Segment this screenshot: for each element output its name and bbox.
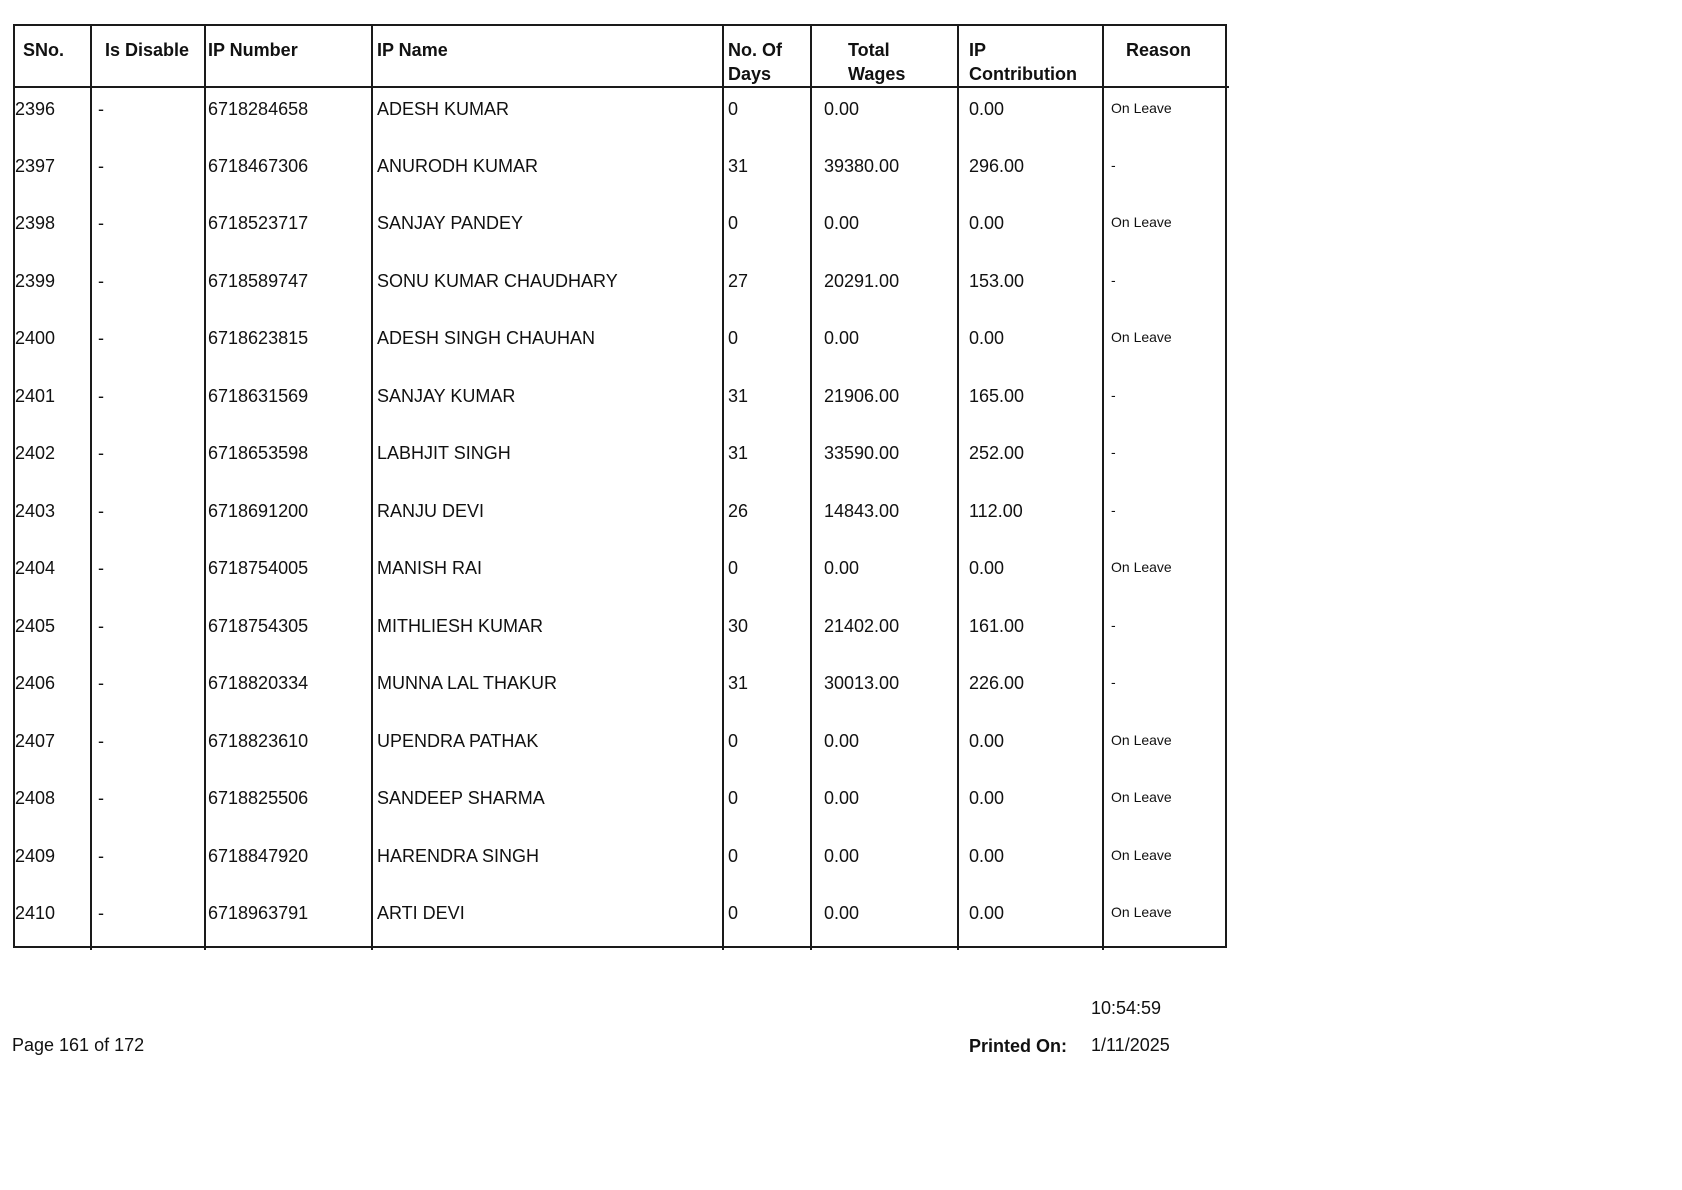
table-row <box>15 835 1229 893</box>
cell-no-of-days: 31 <box>723 375 811 433</box>
header-ip-name: IP Name <box>372 26 723 87</box>
page-number: Page 161 of 172 <box>12 1035 145 1055</box>
cell-ip-name: ANURODH KUMAR <box>372 145 723 203</box>
cell-total-wages: 30013.00 <box>811 662 958 720</box>
printed-date: 1/11/2025 <box>1091 1035 1170 1055</box>
cell-no-of-days: 0 <box>723 835 811 893</box>
cell-ip-contribution: 0.00 <box>958 202 1103 260</box>
cell-reason: On Leave <box>1103 547 1229 605</box>
cell-ip-contribution: 226.00 <box>958 662 1103 720</box>
cell-reason: - <box>1103 605 1229 663</box>
cell-ip-name: SANJAY PANDEY <box>372 202 723 260</box>
printed-on-label: Printed On: <box>969 1036 1067 1056</box>
cell-no-of-days: 0 <box>723 87 811 145</box>
cell-ip-name: ARTI DEVI <box>372 892 723 950</box>
cell-sno: 2403 <box>15 500 56 521</box>
header-total-wages-line2: Wages <box>848 64 906 84</box>
header-ip-contribution-line2: Contribution <box>969 64 1077 84</box>
cell-is-disable: - <box>91 662 205 720</box>
cell-reason: - <box>1103 662 1229 720</box>
cell-no-of-days: 31 <box>723 432 811 490</box>
cell-total-wages: 0.00 <box>811 777 958 835</box>
cell-sno: 2400 <box>15 328 56 348</box>
cell-ip-name: UPENDRA PATHAK <box>372 720 723 778</box>
cell-sno: 2399 <box>15 270 56 291</box>
cell-reason: On Leave <box>1103 777 1229 835</box>
contribution-table <box>15 26 1229 950</box>
cell-ip-name: LABHJIT SINGH <box>372 432 723 490</box>
cell-reason: - <box>1103 145 1229 203</box>
cell-no-of-days: 31 <box>723 662 811 720</box>
cell-ip-number: 6718623815 <box>205 317 372 375</box>
cell-is-disable: - <box>91 432 205 490</box>
cell-no-of-days: 26 <box>723 490 811 548</box>
cell-ip-number: 6718963791 <box>205 892 372 950</box>
cell-reason: - <box>1103 432 1229 490</box>
cell-total-wages: 0.00 <box>811 720 958 778</box>
table-row <box>15 662 1229 720</box>
cell-no-of-days: 0 <box>723 777 811 835</box>
cell-reason: - <box>1103 490 1229 548</box>
cell-ip-contribution: 0.00 <box>958 777 1103 835</box>
cell-ip-contribution: 112.00 <box>958 490 1103 548</box>
header-reason: Reason <box>1103 26 1229 87</box>
contribution-table-frame <box>13 24 1227 948</box>
cell-no-of-days: 0 <box>723 317 811 375</box>
cell-ip-contribution: 0.00 <box>958 317 1103 375</box>
header-no-of-days-line2: Days <box>728 64 772 84</box>
cell-reason: On Leave <box>1103 720 1229 778</box>
cell-ip-number: 6718653598 <box>205 432 372 490</box>
cell-ip-name: MITHLIESH KUMAR <box>372 605 723 663</box>
cell-total-wages: 20291.00 <box>811 260 958 318</box>
cell-no-of-days: 30 <box>723 605 811 663</box>
cell-ip-contribution: 153.00 <box>958 260 1103 318</box>
cell-ip-contribution: 0.00 <box>958 835 1103 893</box>
cell-sno: 2409 <box>15 845 56 866</box>
cell-ip-number: 6718691200 <box>205 490 372 548</box>
cell-ip-number: 6718847920 <box>205 835 372 893</box>
cell-sno: 2402 <box>15 443 56 463</box>
cell-ip-contribution: 296.00 <box>958 145 1103 203</box>
cell-no-of-days: 0 <box>723 202 811 260</box>
cell-sno: 2401 <box>15 385 56 406</box>
cell-no-of-days: 31 <box>723 145 811 203</box>
cell-ip-number: 6718631569 <box>205 375 372 433</box>
cell-ip-number: 6718820334 <box>205 662 372 720</box>
cell-total-wages: 0.00 <box>811 87 958 145</box>
table-row <box>15 317 1229 375</box>
cell-ip-contribution: 252.00 <box>958 432 1103 490</box>
cell-reason: - <box>1103 375 1229 433</box>
table-row <box>15 547 1229 605</box>
cell-is-disable: - <box>91 892 205 950</box>
cell-ip-number: 6718754005 <box>205 547 372 605</box>
cell-sno: 2405 <box>15 615 56 636</box>
cell-is-disable: - <box>91 145 205 203</box>
cell-sno: 2396 <box>15 99 56 119</box>
cell-total-wages: 21402.00 <box>811 605 958 663</box>
cell-reason: On Leave <box>1103 317 1229 375</box>
table-row <box>15 260 1229 318</box>
cell-ip-number: 6718523717 <box>205 202 372 260</box>
cell-sno: 2404 <box>15 558 56 578</box>
cell-is-disable: - <box>91 490 205 548</box>
cell-ip-number: 6718823610 <box>205 720 372 778</box>
table-header <box>15 26 1229 87</box>
cell-is-disable: - <box>91 317 205 375</box>
cell-ip-name: MANISH RAI <box>372 547 723 605</box>
header-total-wages-line1: Total <box>848 40 890 60</box>
table-row <box>15 777 1229 835</box>
table-row <box>15 87 1229 145</box>
cell-ip-number: 6718754305 <box>205 605 372 663</box>
cell-ip-contribution: 0.00 <box>958 87 1103 145</box>
cell-reason: On Leave <box>1103 202 1229 260</box>
cell-total-wages: 33590.00 <box>811 432 958 490</box>
cell-ip-number: 6718284658 <box>205 87 372 145</box>
cell-total-wages: 0.00 <box>811 892 958 950</box>
table-row <box>15 145 1229 203</box>
cell-no-of-days: 0 <box>723 720 811 778</box>
cell-reason: On Leave <box>1103 835 1229 893</box>
cell-sno: 2408 <box>15 788 56 808</box>
cell-is-disable: - <box>91 720 205 778</box>
cell-total-wages: 0.00 <box>811 835 958 893</box>
header-row <box>15 26 1229 87</box>
cell-ip-name: ADESH SINGH CHAUHAN <box>372 317 723 375</box>
cell-is-disable: - <box>91 547 205 605</box>
printed-time: 10:54:59 <box>1091 998 1162 1018</box>
table-row <box>15 202 1229 260</box>
cell-ip-number: 6718589747 <box>205 260 372 318</box>
cell-no-of-days: 0 <box>723 547 811 605</box>
cell-ip-contribution: 0.00 <box>958 892 1103 950</box>
table-row <box>15 720 1229 778</box>
table-row <box>15 490 1229 548</box>
cell-ip-name: ADESH KUMAR <box>372 87 723 145</box>
cell-sno: 2406 <box>15 673 56 693</box>
cell-sno: 2410 <box>15 903 56 923</box>
cell-ip-contribution: 165.00 <box>958 375 1103 433</box>
cell-sno: 2407 <box>15 730 56 751</box>
cell-is-disable: - <box>91 605 205 663</box>
cell-is-disable: - <box>91 777 205 835</box>
cell-reason: On Leave <box>1103 892 1229 950</box>
header-total-wages <box>811 26 958 87</box>
cell-ip-contribution: 161.00 <box>958 605 1103 663</box>
cell-ip-name: SANDEEP SHARMA <box>372 777 723 835</box>
cell-ip-number: 6718467306 <box>205 145 372 203</box>
cell-is-disable: - <box>91 260 205 318</box>
cell-is-disable: - <box>91 835 205 893</box>
cell-is-disable: - <box>91 202 205 260</box>
cell-total-wages: 14843.00 <box>811 490 958 548</box>
header-ip-number: IP Number <box>205 26 372 87</box>
cell-ip-name: HARENDRA SINGH <box>372 835 723 893</box>
cell-ip-contribution: 0.00 <box>958 547 1103 605</box>
cell-total-wages: 39380.00 <box>811 145 958 203</box>
cell-no-of-days: 27 <box>723 260 811 318</box>
cell-is-disable: - <box>91 87 205 145</box>
table-body <box>15 87 1229 950</box>
cell-ip-name: RANJU DEVI <box>372 490 723 548</box>
table-row <box>15 375 1229 433</box>
header-ip-contribution <box>958 26 1103 87</box>
cell-total-wages: 0.00 <box>811 202 958 260</box>
cell-ip-name: SANJAY KUMAR <box>372 375 723 433</box>
cell-reason: On Leave <box>1103 87 1229 145</box>
cell-reason: - <box>1103 260 1229 318</box>
cell-sno: 2398 <box>15 213 56 233</box>
header-sno: SNo. <box>15 26 91 87</box>
table-row <box>15 605 1229 663</box>
header-ip-contribution-line1: IP <box>969 40 987 60</box>
cell-is-disable: - <box>91 375 205 433</box>
cell-ip-contribution: 0.00 <box>958 720 1103 778</box>
cell-ip-number: 6718825506 <box>205 777 372 835</box>
cell-ip-name: SONU KUMAR CHAUDHARY <box>372 260 723 318</box>
header-is-disable: Is Disable <box>91 26 205 87</box>
cell-sno: 2397 <box>15 155 56 176</box>
table-row <box>15 892 1229 950</box>
cell-ip-name: MUNNA LAL THAKUR <box>372 662 723 720</box>
cell-total-wages: 0.00 <box>811 547 958 605</box>
header-no-of-days-line1: No. Of <box>728 40 782 60</box>
header-no-of-days <box>723 26 811 87</box>
table-row <box>15 432 1229 490</box>
cell-no-of-days: 0 <box>723 892 811 950</box>
cell-total-wages: 21906.00 <box>811 375 958 433</box>
cell-total-wages: 0.00 <box>811 317 958 375</box>
